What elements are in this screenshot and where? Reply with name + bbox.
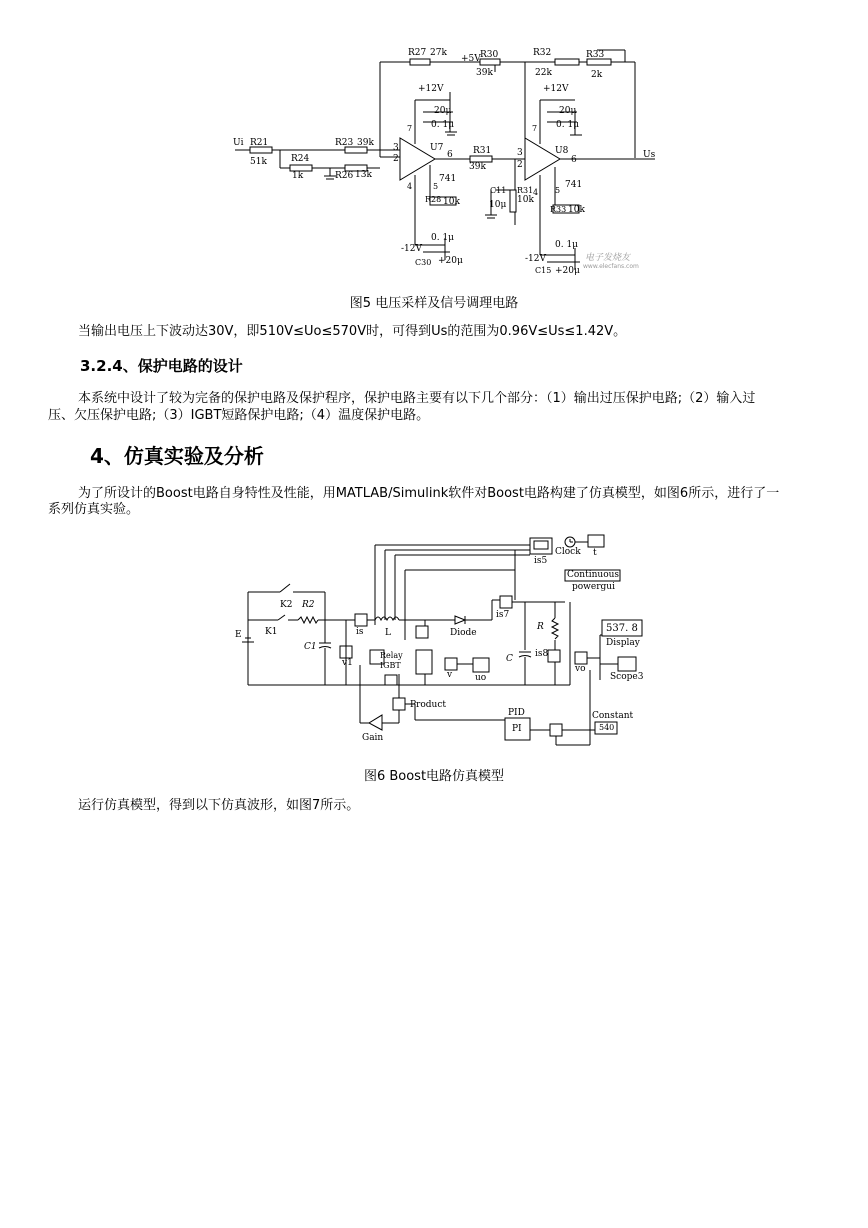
value-r28: 10k	[443, 197, 460, 207]
label-plus5v: +5V	[461, 54, 481, 64]
value-r27: 27k	[430, 48, 447, 58]
label-vo: vo	[575, 664, 586, 674]
figure-5-voltage-sampling-circuit	[225, 40, 665, 280]
label-cap-20u-d: +20μ	[555, 266, 580, 276]
label-c: C	[506, 654, 513, 664]
label-cap-01u-c: 0. 1μ	[431, 233, 455, 243]
label-cap-01u-b: 0. 1μ	[556, 120, 580, 130]
value-r23: 39k	[357, 138, 374, 148]
label-pin2-b: 2	[517, 160, 523, 170]
figure-6-caption: 图6 Boost电路仿真模型	[363, 769, 505, 784]
paragraph-voltage-range: 当输出电压上下波动达30V，即510V≤Uo≤570V时，可得到Us的范围为0.96V≤Us≤1.42V。	[78, 324, 627, 339]
label-minus12v-a: -12V	[401, 244, 422, 254]
voltage-measure-vo[interactable]	[575, 652, 587, 664]
product-block[interactable]	[393, 698, 405, 710]
label-741-b: 741	[565, 180, 583, 190]
current-measure-is7[interactable]	[500, 596, 512, 608]
label-continuous: Continuous	[567, 570, 620, 580]
label-v1: v1	[342, 658, 353, 668]
label-pin7-b: 7	[532, 124, 538, 133]
label-cap-01u-a: 0. 1μ	[431, 120, 455, 130]
label-r31: R31	[473, 146, 492, 156]
label-l: L	[385, 628, 391, 638]
label-u8: U8	[555, 146, 569, 156]
label-pin4-a: 4	[407, 182, 413, 191]
label-r: R	[537, 622, 544, 632]
current-measure-is[interactable]	[355, 614, 367, 626]
label-is: is	[356, 627, 364, 637]
label-cap-20u-c: +20μ	[438, 256, 463, 266]
label-pid: PID	[508, 708, 525, 718]
label-u7: U7	[430, 143, 444, 153]
scope-is5[interactable]	[530, 538, 552, 554]
paragraph-simulation-line2: 系列仿真实验。	[48, 502, 140, 517]
label-cap-01u-d: 0. 1μ	[555, 240, 579, 250]
label-is5: is5	[534, 556, 548, 566]
label-display: Display	[606, 638, 640, 648]
label-plus12v-b: +12V	[543, 84, 569, 94]
label-pin2-a: 2	[393, 154, 399, 164]
label-r32: R32	[533, 48, 552, 58]
label-r33: R33	[586, 50, 605, 60]
current-measure-is8[interactable]	[548, 650, 560, 662]
label-r28: R28	[425, 195, 442, 204]
diode-block	[455, 616, 465, 624]
resistor-r32	[555, 59, 579, 65]
value-r26: 13k	[355, 170, 372, 180]
label-r26: R26	[335, 171, 354, 181]
label-powergui: powergui	[572, 582, 615, 592]
heading-protection-circuit: 3.2.4、保护电路的设计	[80, 357, 243, 375]
value-r21: 51k	[250, 157, 267, 167]
label-constant-value: 540	[599, 723, 615, 732]
label-uo: uo	[475, 673, 487, 683]
sum-block[interactable]	[550, 724, 562, 736]
label-scope3: Scope3	[610, 672, 644, 682]
label-r30: R30	[480, 50, 499, 60]
label-r27: R27	[408, 48, 427, 58]
scope-uo[interactable]	[473, 658, 489, 672]
value-r30: 39k	[476, 68, 493, 78]
label-pin3-a: 3	[393, 143, 399, 153]
value-r33: 2k	[591, 70, 603, 80]
label-k1: K1	[265, 627, 278, 637]
label-ui: Ui	[233, 138, 244, 148]
label-pin4-b: 4	[533, 188, 539, 197]
watermark-url: www.elecfans.com	[583, 263, 639, 270]
label-pin5-b: 5	[555, 186, 561, 195]
label-plus12v-a: +12V	[418, 84, 444, 94]
label-c1: C1	[304, 642, 317, 652]
label-r2: R2	[302, 600, 315, 610]
value-c11: 10μ	[489, 200, 507, 210]
label-r21: R21	[250, 138, 269, 148]
paragraph-protection-line1: 本系统中设计了较为完备的保护电路及保护程序，保护电路主要有以下几个部分：（1）输出过压保护电路;（2）输入过	[78, 391, 756, 406]
label-741-a: 741	[439, 174, 457, 184]
figure-5-caption: 图5 电压采样及信号调理电路	[349, 296, 519, 311]
label-product: Product	[410, 700, 446, 710]
label-e: E	[235, 630, 242, 640]
label-t: t	[593, 548, 597, 558]
display-value: 537. 8	[606, 623, 638, 634]
paragraph-protection-line2: 压、欠压保护电路;（3）IGBT短路保护电路;（4）温度保护电路。	[48, 408, 430, 423]
voltage-measure-v[interactable]	[445, 658, 457, 670]
label-pi: PI	[512, 724, 522, 734]
value-r33b: 10k	[568, 205, 585, 215]
label-k2: K2	[280, 600, 293, 610]
scope3-block[interactable]	[618, 657, 636, 671]
value-r24: 1k	[292, 171, 304, 181]
heading-simulation: 4、仿真实验及分析	[90, 444, 264, 468]
to-workspace-t[interactable]	[588, 535, 604, 547]
figure-6-boost-simulink-model	[230, 530, 670, 755]
label-cap-20u-a: 20μ	[434, 106, 452, 116]
label-c11: C11	[490, 186, 507, 195]
label-relay: Relay	[380, 651, 403, 660]
label-us: Us	[643, 150, 656, 160]
value-r31: 39k	[469, 162, 486, 172]
label-pin3-b: 3	[517, 148, 523, 158]
label-clock: Clock	[555, 547, 581, 557]
label-r23: R23	[335, 138, 354, 148]
label-cap-20u-b: 20μ	[559, 106, 577, 116]
label-igbt: IGBT	[380, 661, 401, 670]
label-diode: Diode	[450, 628, 477, 638]
label-pin6-b: 6	[571, 155, 577, 165]
paragraph-run-simulation: 运行仿真模型，得到以下仿真波形，如图7所示。	[78, 798, 360, 813]
label-is8: is8	[535, 649, 549, 659]
label-c30: C30	[415, 258, 432, 267]
igbt-block[interactable]	[416, 650, 432, 674]
label-c15: C15	[535, 266, 552, 275]
label-pin5-a: 5	[433, 182, 439, 191]
paragraph-simulation-line1: 为了所设计的Boost电路自身特性及性能，用MATLAB/Simulink软件对Boost电路构建了仿真模型，如图6所示，进行了一	[78, 486, 780, 501]
value-r31b: 10k	[517, 195, 534, 205]
value-r32: 22k	[535, 68, 552, 78]
watermark-logo: 电子发烧友	[585, 253, 631, 263]
gain-block[interactable]	[369, 715, 382, 730]
resistor-r31b	[510, 190, 516, 212]
label-is7: is7	[496, 610, 510, 620]
label-r33b: R33	[550, 205, 567, 214]
label-pin7-a: 7	[407, 124, 413, 133]
label-v: v	[447, 670, 453, 680]
label-constant: Constant	[592, 711, 634, 721]
label-r31b: R31	[517, 186, 534, 195]
label-pin6-a: 6	[447, 150, 453, 160]
label-gain: Gain	[362, 733, 384, 743]
label-minus12v-b: -12V	[525, 254, 546, 264]
label-r24: R24	[291, 154, 310, 164]
